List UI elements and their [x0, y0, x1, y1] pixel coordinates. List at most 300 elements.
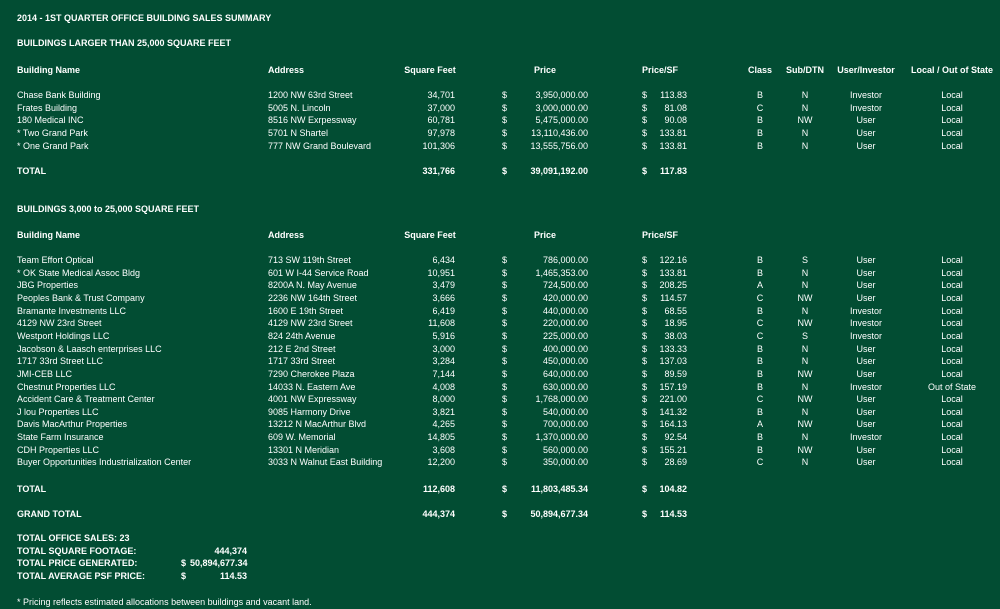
price: 640,000.00 [542, 369, 588, 379]
table-row [0, 305, 1000, 317]
user-investor: User [856, 419, 876, 429]
square-feet: 10,951 [427, 268, 455, 278]
table-row [0, 355, 1000, 367]
class: B [756, 115, 763, 125]
price: 1,370,000.00 [535, 432, 588, 442]
price-currency: $ [502, 407, 508, 417]
address: 1717 33rd Street [268, 356, 336, 366]
class: A [756, 419, 763, 429]
user-investor: User [856, 344, 876, 354]
price-per-sf: 155.21 [659, 445, 687, 455]
class: B [756, 369, 763, 379]
class: C [756, 318, 764, 328]
local-out-of-state: Local [941, 445, 963, 455]
sub-dtn: N [801, 268, 809, 278]
summary-psf-value: 114.53 [219, 571, 247, 581]
psf-currency: $ [642, 356, 648, 366]
grand-total-psf-currency: $ [642, 509, 648, 519]
local-out-of-state: Local [941, 419, 963, 429]
square-feet: 97,978 [427, 128, 455, 138]
table-row [0, 418, 1000, 430]
local-out-of-state: Local [941, 90, 963, 100]
total-row [0, 483, 1000, 495]
price-currency: $ [502, 344, 508, 354]
local-out-of-state: Local [941, 369, 963, 379]
summary-office-sales: TOTAL OFFICE SALES: 23 [17, 533, 130, 543]
address: 2236 NW 164th Street [268, 293, 358, 303]
building-name: * Two Grand Park [17, 128, 88, 138]
table-row [0, 102, 1000, 114]
price-per-sf: 68.55 [664, 306, 687, 316]
price: 350,000.00 [542, 457, 588, 467]
table-row [0, 279, 1000, 291]
sub-dtn: NW [797, 419, 813, 429]
building-name: State Farm Insurance [17, 432, 104, 442]
class: B [756, 344, 763, 354]
square-feet: 60,781 [427, 115, 455, 125]
summary-price-currency: $ [181, 558, 187, 568]
table-row [0, 406, 1000, 418]
building-name: JMI-CEB LLC [17, 369, 73, 379]
user-investor: User [856, 457, 876, 467]
price-currency: $ [502, 369, 508, 379]
address: 13301 N Meridian [268, 445, 340, 455]
user-investor: User [856, 141, 876, 151]
price-currency: $ [502, 103, 508, 113]
section-heading: BUILDINGS 3,000 to 25,000 SQUARE FEET [17, 204, 200, 214]
price-currency: $ [502, 141, 508, 151]
user-investor: User [856, 128, 876, 138]
price-per-sf: 157.19 [659, 382, 687, 392]
column-header-row [0, 64, 1000, 76]
building-name: 180 Medical INC [17, 115, 84, 125]
local-out-of-state: Out of State [927, 382, 977, 392]
price-currency: $ [502, 128, 508, 138]
building-name: Bramante Investments LLC [17, 306, 127, 316]
table-row [0, 140, 1000, 152]
price-per-sf: 122.16 [659, 255, 687, 265]
address: 13212 N MacArthur Blvd [268, 419, 367, 429]
summary-square-footage-label: TOTAL SQUARE FOOTAGE: [17, 546, 137, 556]
price-currency: $ [502, 293, 508, 303]
building-name: Chestnut Properties LLC [17, 382, 116, 392]
grand-total-price: 50,894,677.34 [530, 509, 588, 519]
building-name: 4129 NW 23rd Street [17, 318, 102, 328]
column-header-price: Price [533, 230, 557, 240]
building-name: Chase Bank Building [17, 90, 101, 100]
psf-currency: $ [642, 306, 648, 316]
price: 560,000.00 [542, 445, 588, 455]
price-currency: $ [502, 419, 508, 429]
price-currency: $ [502, 90, 508, 100]
address: 8516 NW Exrpessway [268, 115, 357, 125]
local-out-of-state: Local [941, 407, 963, 417]
user-investor: User [856, 394, 876, 404]
address: 7290 Cherokee Plaza [268, 369, 355, 379]
psf-currency: $ [642, 344, 648, 354]
local-out-of-state: Local [941, 432, 963, 442]
total-price-currency: $ [502, 484, 508, 494]
local-out-of-state: Local [941, 457, 963, 467]
grand-total-row [0, 508, 1000, 520]
class: B [756, 128, 763, 138]
column-header-psf: Price/SF [641, 230, 679, 240]
sub-dtn: N [801, 306, 809, 316]
table-row [0, 343, 1000, 355]
total-square-feet: 331,766 [422, 166, 455, 176]
column-header-sub: Sub/DTN [786, 65, 824, 75]
table-row [0, 456, 1000, 468]
psf-currency: $ [642, 432, 648, 442]
column-header-psf: Price/SF [641, 65, 679, 75]
square-feet: 6,419 [432, 306, 455, 316]
square-feet: 4,008 [432, 382, 455, 392]
user-investor: User [856, 369, 876, 379]
price-per-sf: 133.81 [659, 268, 687, 278]
address: 1200 NW 63rd Street [268, 90, 353, 100]
column-header-name: Building Name [17, 65, 81, 75]
table-row [0, 330, 1000, 342]
local-out-of-state: Local [941, 128, 963, 138]
psf-currency: $ [642, 90, 648, 100]
grand-total-price-currency: $ [502, 509, 508, 519]
square-feet: 34,701 [427, 90, 455, 100]
grand-total-square-feet: 444,374 [422, 509, 455, 519]
price-currency: $ [502, 457, 508, 467]
building-name: J lou Properties LLC [17, 407, 99, 417]
price-per-sf: 92.54 [664, 432, 687, 442]
address: 713 SW 119th Street [268, 255, 351, 265]
square-feet: 11,608 [428, 318, 455, 328]
sub-dtn: N [801, 128, 809, 138]
sub-dtn: N [801, 344, 809, 354]
column-header-class: Class [748, 65, 773, 75]
address: 601 W I-44 Service Road [268, 268, 369, 278]
price: 724,500.00 [542, 280, 588, 290]
sub-dtn: N [801, 141, 809, 151]
sub-dtn: N [801, 457, 809, 467]
price: 630,000.00 [542, 382, 588, 392]
address: 14033 N. Eastern Ave [268, 382, 356, 392]
local-out-of-state: Local [941, 255, 963, 265]
class: B [756, 90, 763, 100]
building-name: Team Effort Optical [17, 255, 94, 265]
price-per-sf: 114.57 [660, 293, 687, 303]
price-per-sf: 133.81 [659, 128, 687, 138]
class: B [756, 382, 763, 392]
building-name: Frates Building [17, 103, 78, 113]
price-per-sf: 133.33 [659, 344, 687, 354]
sub-dtn: NW [797, 115, 813, 125]
price-per-sf: 137.03 [659, 356, 687, 366]
building-name: Buyer Opportunities Industrialization Center [17, 457, 192, 467]
local-out-of-state: Local [941, 394, 963, 404]
sub-dtn: N [801, 382, 809, 392]
table-row [0, 444, 1000, 456]
column-header-sqft: Square Feet [404, 230, 456, 240]
total-psf-currency: $ [642, 484, 648, 494]
local-out-of-state: Local [941, 293, 963, 303]
square-feet: 12,200 [427, 457, 455, 467]
price-currency: $ [502, 280, 508, 290]
price-currency: $ [502, 268, 508, 278]
square-feet: 7,144 [432, 369, 455, 379]
price-per-sf: 141.32 [659, 407, 687, 417]
column-header-address: Address [268, 230, 305, 240]
price: 220,000.00 [542, 318, 588, 328]
price-per-sf: 18.95 [664, 318, 687, 328]
price-currency: $ [502, 255, 508, 265]
class: C [756, 103, 764, 113]
price-per-sf: 28.69 [664, 457, 687, 467]
user-investor: Investor [849, 382, 882, 392]
class: C [756, 394, 764, 404]
user-investor: User [856, 268, 876, 278]
table-row [0, 127, 1000, 139]
price: 1,465,353.00 [535, 268, 588, 278]
local-out-of-state: Local [941, 115, 963, 125]
address: 4129 NW 23rd Street [268, 318, 353, 328]
total-price-per-sf: 117.83 [659, 166, 687, 176]
footnote: * Pricing reflects estimated allocations between buildings and vacant land. [17, 597, 312, 607]
price: 400,000.00 [542, 344, 588, 354]
user-investor: User [856, 407, 876, 417]
sub-dtn: NW [797, 445, 813, 455]
sub-dtn: NW [797, 318, 813, 328]
psf-currency: $ [642, 318, 648, 328]
column-header-address: Address [268, 65, 305, 75]
user-investor: Investor [849, 90, 882, 100]
square-feet: 6,434 [432, 255, 455, 265]
table-row [0, 393, 1000, 405]
column-header-name: Building Name [17, 230, 81, 240]
class: B [756, 407, 763, 417]
square-feet: 37,000 [427, 103, 455, 113]
price-currency: $ [502, 445, 508, 455]
price-per-sf: 89.59 [664, 369, 687, 379]
total-label: TOTAL [17, 166, 47, 176]
address: 4001 NW Expressway [268, 394, 357, 404]
psf-currency: $ [642, 382, 648, 392]
sub-dtn: N [801, 280, 809, 290]
local-out-of-state: Local [941, 141, 963, 151]
price-per-sf: 164.13 [659, 419, 687, 429]
price-currency: $ [502, 394, 508, 404]
square-feet: 3,284 [432, 356, 455, 366]
total-price-per-sf: 104.82 [659, 484, 687, 494]
price-currency: $ [502, 331, 508, 341]
sub-dtn: N [801, 432, 809, 442]
price: 540,000.00 [542, 407, 588, 417]
class: B [756, 356, 763, 366]
psf-currency: $ [642, 407, 648, 417]
psf-currency: $ [642, 419, 648, 429]
psf-currency: $ [642, 128, 648, 138]
price-per-sf: 113.83 [660, 90, 687, 100]
building-name: Accident Care & Treatment Center [17, 394, 155, 404]
address: 3033 N Walnut East Building [268, 457, 383, 467]
sub-dtn: NW [797, 394, 813, 404]
table-row [0, 317, 1000, 329]
building-name: Davis MacArthur Properties [17, 419, 128, 429]
column-header-price: Price [533, 65, 557, 75]
class: B [756, 432, 763, 442]
square-feet: 3,000 [432, 344, 455, 354]
user-investor: User [856, 293, 876, 303]
table-row [0, 431, 1000, 443]
building-name: CDH Properties LLC [17, 445, 100, 455]
sub-dtn: N [801, 356, 809, 366]
column-header-row [0, 229, 1000, 241]
user-investor: Investor [849, 318, 882, 328]
summary-psf-currency: $ [181, 571, 187, 581]
price-currency: $ [502, 306, 508, 316]
local-out-of-state: Local [941, 331, 963, 341]
class: C [756, 331, 764, 341]
building-name: Peoples Bank & Trust Company [17, 293, 145, 303]
psf-currency: $ [642, 457, 648, 467]
psf-currency: $ [642, 115, 648, 125]
table-row [0, 254, 1000, 266]
sub-dtn: S [801, 255, 808, 265]
price-currency: $ [502, 432, 508, 442]
user-investor: User [856, 115, 876, 125]
building-name: JBG Properties [17, 280, 79, 290]
user-investor: User [856, 356, 876, 366]
user-investor: Investor [849, 432, 882, 442]
section-heading: BUILDINGS LARGER THAN 25,000 SQUARE FEET [17, 38, 232, 48]
square-feet: 3,821 [432, 407, 455, 417]
column-header-local: Local / Out of State [910, 65, 993, 75]
user-investor: Investor [849, 306, 882, 316]
column-header-sqft: Square Feet [404, 65, 456, 75]
psf-currency: $ [642, 141, 648, 151]
sub-dtn: N [801, 407, 809, 417]
table-row [0, 114, 1000, 126]
class: B [756, 268, 763, 278]
local-out-of-state: Local [941, 356, 963, 366]
address: 5701 N Shartel [268, 128, 329, 138]
total-price: 11,803,485.34 [530, 484, 588, 494]
price: 786,000.00 [542, 255, 588, 265]
local-out-of-state: Local [941, 103, 963, 113]
psf-currency: $ [642, 103, 648, 113]
psf-currency: $ [642, 293, 648, 303]
square-feet: 5,916 [432, 331, 455, 341]
summary-psf-label: TOTAL AVERAGE PSF PRICE: [17, 571, 146, 581]
total-psf-currency: $ [642, 166, 648, 176]
summary-square-footage-value: 444,374 [214, 546, 247, 556]
total-price: 39,091,192.00 [530, 166, 588, 176]
address: 212 E 2nd Street [268, 344, 336, 354]
sub-dtn: N [801, 103, 809, 113]
grand-total-price-per-sf: 114.53 [659, 509, 687, 519]
local-out-of-state: Local [941, 318, 963, 328]
address: 8200A N. May Avenue [268, 280, 357, 290]
local-out-of-state: Local [941, 306, 963, 316]
building-name: 1717 33rd Street LLC [17, 356, 104, 366]
price: 13,555,756.00 [530, 141, 588, 151]
summary-price-value: 50,894,677.34 [190, 558, 248, 568]
address: 609 W. Memorial [268, 432, 336, 442]
price-currency: $ [502, 115, 508, 125]
building-name: * OK State Medical Assoc Bldg [17, 268, 141, 278]
class: A [756, 280, 763, 290]
square-feet: 101,306 [422, 141, 455, 151]
table-row [0, 368, 1000, 380]
class: B [756, 306, 763, 316]
user-investor: User [856, 280, 876, 290]
total-row [0, 165, 1000, 177]
price-currency: $ [502, 318, 508, 328]
table-row [0, 381, 1000, 393]
price-per-sf: 208.25 [659, 280, 687, 290]
table-row [0, 292, 1000, 304]
total-label: TOTAL [17, 484, 47, 494]
price-per-sf: 90.08 [664, 115, 687, 125]
price: 450,000.00 [542, 356, 588, 366]
square-feet: 3,479 [432, 280, 455, 290]
price: 700,000.00 [542, 419, 588, 429]
square-feet: 4,265 [432, 419, 455, 429]
square-feet: 3,608 [432, 445, 455, 455]
psf-currency: $ [642, 445, 648, 455]
price: 3,000,000.00 [535, 103, 588, 113]
price: 3,950,000.00 [535, 90, 588, 100]
building-name: * One Grand Park [17, 141, 89, 151]
sub-dtn: NW [797, 293, 813, 303]
price: 5,475,000.00 [535, 115, 588, 125]
price: 440,000.00 [542, 306, 588, 316]
sub-dtn: NW [797, 369, 813, 379]
psf-currency: $ [642, 268, 648, 278]
sub-dtn: S [801, 331, 808, 341]
user-investor: Investor [849, 331, 882, 341]
address: 824 24th Avenue [268, 331, 336, 341]
address: 1600 E 19th Street [268, 306, 344, 316]
user-investor: Investor [849, 103, 882, 113]
total-square-feet: 112,608 [422, 484, 455, 494]
class: C [756, 293, 764, 303]
class: B [756, 255, 763, 265]
table-row [0, 267, 1000, 279]
summary-price-label: TOTAL PRICE GENERATED: [17, 558, 138, 568]
building-name: Jacobson & Laasch enterprises LLC [17, 344, 162, 354]
address: 777 NW Grand Boulevard [268, 141, 372, 151]
user-investor: User [856, 255, 876, 265]
price-per-sf: 81.08 [664, 103, 687, 113]
square-feet: 8,000 [432, 394, 455, 404]
price-per-sf: 38.03 [664, 331, 687, 341]
price: 420,000.00 [542, 293, 588, 303]
user-investor: User [856, 445, 876, 455]
price: 1,768,000.00 [535, 394, 588, 404]
price-per-sf: 133.81 [659, 141, 687, 151]
total-price-currency: $ [502, 166, 508, 176]
psf-currency: $ [642, 394, 648, 404]
psf-currency: $ [642, 255, 648, 265]
address: 5005 N. Lincoln [268, 103, 331, 113]
price: 13,110,436.00 [531, 128, 588, 138]
address: 9085 Harmony Drive [268, 407, 351, 417]
local-out-of-state: Local [941, 280, 963, 290]
sub-dtn: N [801, 90, 809, 100]
price-per-sf: 221.00 [659, 394, 687, 404]
psf-currency: $ [642, 280, 648, 290]
class: B [756, 141, 763, 151]
building-name: Westport Holdings LLC [17, 331, 110, 341]
price-currency: $ [502, 382, 508, 392]
